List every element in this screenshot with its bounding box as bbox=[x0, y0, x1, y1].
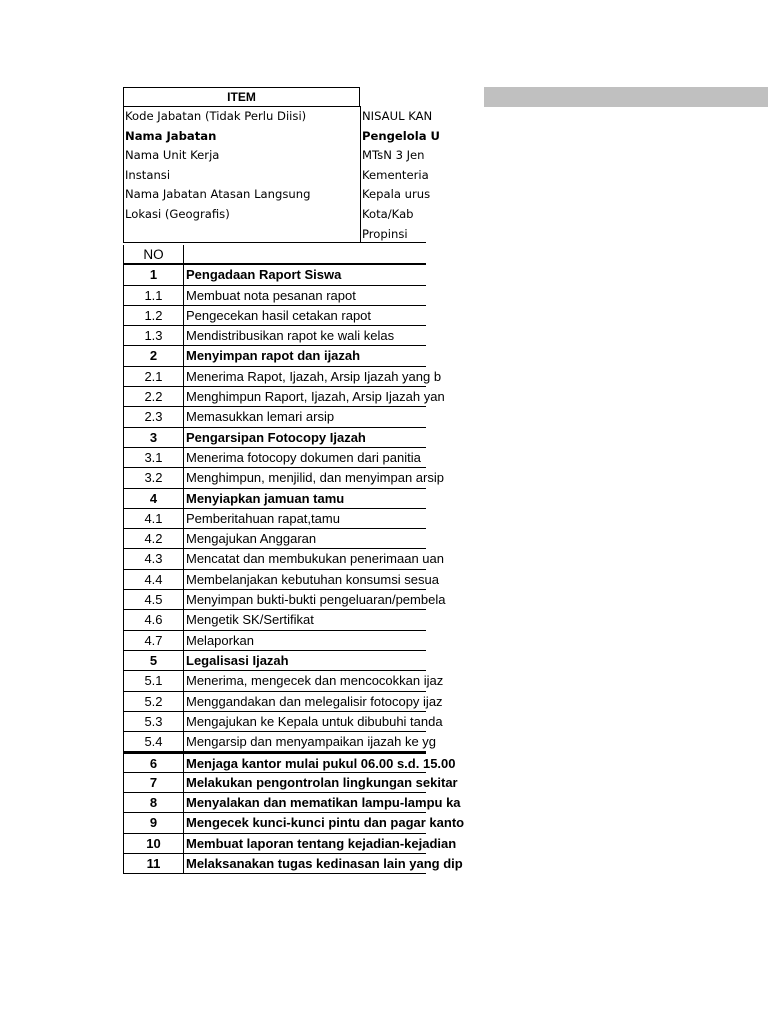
header-label: Kode Jabatan (Tidak Perlu Diisi) bbox=[125, 109, 307, 123]
no-column-header: NO bbox=[123, 245, 184, 263]
row-number: 1 bbox=[123, 265, 184, 284]
table-row bbox=[123, 712, 443, 732]
header-label: Nama Jabatan bbox=[125, 128, 217, 143]
row-task-text: Menyiapkan jamuan tamu bbox=[186, 490, 345, 506]
row-task-text: Membelanjakan kebutuhan konsumsi sesua bbox=[186, 571, 439, 587]
row-number: 8 bbox=[123, 793, 184, 812]
table-row bbox=[123, 265, 426, 285]
row-task-text: Menyimpan rapot dan ijazah bbox=[186, 348, 361, 364]
row-task-text: Menerima Rapot, Ijazah, Arsip Ijazah yang b bbox=[186, 368, 442, 384]
table-row bbox=[123, 387, 445, 407]
table-row bbox=[123, 286, 426, 306]
row-task-text: Mengetik SK/Sertifikat bbox=[186, 612, 314, 628]
row-task-text: Melaporkan bbox=[186, 632, 254, 648]
row-number: 2.3 bbox=[123, 407, 184, 426]
table-row bbox=[123, 428, 426, 448]
table-row bbox=[123, 671, 444, 691]
row-number: 1.1 bbox=[123, 286, 184, 305]
row-task-text: Menghimpun, menjilid, dan menyimpan arsip bbox=[186, 470, 444, 486]
header-value: Kementeria bbox=[362, 167, 429, 182]
header-info-table bbox=[123, 87, 768, 243]
header-value: Propinsi bbox=[362, 226, 408, 241]
header-label: Lokasi (Geografis) bbox=[125, 207, 230, 221]
row-number: 5.1 bbox=[123, 671, 184, 690]
row-number: 4.5 bbox=[123, 590, 184, 609]
header-value: Kota/Kab bbox=[362, 207, 414, 221]
row-number: 2.2 bbox=[123, 387, 184, 406]
row-number: 4.6 bbox=[123, 610, 184, 629]
table-row bbox=[123, 407, 426, 427]
table-row bbox=[123, 854, 463, 874]
row-task-text: Mendistribusikan rapot ke wali kelas bbox=[186, 328, 395, 344]
row-number: 4.3 bbox=[123, 549, 184, 568]
row-number: 11 bbox=[123, 854, 184, 873]
table-row bbox=[123, 732, 437, 752]
table-row bbox=[123, 773, 458, 793]
row-task-text: Pengarsipan Fotocopy Ijazah bbox=[186, 429, 366, 445]
table-row bbox=[123, 529, 426, 549]
row-number: 6 bbox=[123, 754, 184, 771]
row-task-text: Pengecekan hasil cetakan rapot bbox=[186, 307, 372, 323]
header-gray-bar bbox=[484, 87, 768, 107]
table-row bbox=[123, 631, 426, 651]
row-number: 10 bbox=[123, 834, 184, 853]
table-row bbox=[123, 590, 446, 610]
row-number: 7 bbox=[123, 773, 184, 792]
row-task-text: Menghimpun Raport, Ijazah, Arsip Ijazah yan bbox=[186, 389, 445, 405]
header-value: Kepala urus bbox=[362, 187, 431, 202]
row-number: 3.2 bbox=[123, 468, 184, 487]
header-value: NISAUL KAN bbox=[362, 109, 433, 123]
table-row bbox=[123, 834, 457, 854]
table-row bbox=[123, 752, 456, 772]
row-number: 4.4 bbox=[123, 570, 184, 589]
row-number: 5.3 bbox=[123, 712, 184, 731]
header-label-column bbox=[123, 106, 361, 243]
header-value-column bbox=[360, 106, 440, 243]
row-number: 3 bbox=[123, 428, 184, 447]
table-row bbox=[123, 468, 444, 488]
table-row bbox=[123, 448, 426, 468]
item-header-cell: ITEM bbox=[123, 87, 360, 107]
table-row bbox=[123, 549, 444, 569]
row-task-text: Mengecek kunci-kunci pintu dan pagar kanto bbox=[186, 815, 465, 831]
row-number: 5 bbox=[123, 651, 184, 670]
table-header-row bbox=[123, 245, 426, 265]
row-task-text: Legalisasi Ijazah bbox=[186, 652, 289, 668]
row-task-text: Menyimpan bukti-bukti pengeluaran/pembela bbox=[186, 592, 446, 608]
row-number: 9 bbox=[123, 813, 184, 832]
row-task-text: Menjaga kantor mulai pukul 06.00 s.d. 15.00 bbox=[186, 756, 456, 772]
row-task-text: Mencatat dan membukukan penerimaan uan bbox=[186, 551, 444, 567]
table-row bbox=[123, 793, 461, 813]
row-task-text: Melaksanakan tugas kedinasan lain yang dip bbox=[186, 855, 463, 871]
row-task-text: Membuat laporan tentang kejadian-kejadian bbox=[186, 835, 457, 851]
header-label: Nama Unit Kerja bbox=[125, 148, 220, 163]
row-number: 1.3 bbox=[123, 326, 184, 345]
header-label: Instansi bbox=[125, 167, 171, 182]
row-number: 4 bbox=[123, 489, 184, 508]
task-column-header bbox=[185, 245, 427, 263]
table-row bbox=[123, 509, 426, 529]
row-number: 4.7 bbox=[123, 631, 184, 650]
table-row bbox=[123, 489, 426, 509]
task-table bbox=[123, 245, 465, 874]
header-label: Nama Jabatan Atasan Langsung bbox=[125, 187, 311, 202]
row-number: 3.1 bbox=[123, 448, 184, 467]
row-number: 1.2 bbox=[123, 306, 184, 325]
row-task-text: Melakukan pengontrolan lingkungan sekitar bbox=[186, 774, 458, 790]
row-task-text: Menerima fotocopy dokumen dari panitia bbox=[186, 449, 421, 465]
row-task-text: Mengajukan Anggaran bbox=[186, 531, 317, 547]
table-row bbox=[123, 813, 465, 833]
table-row bbox=[123, 692, 443, 712]
row-task-text: Mengajukan ke Kepala untuk dibubuhi tanda bbox=[186, 713, 443, 729]
table-row bbox=[123, 306, 426, 326]
row-number: 2.1 bbox=[123, 367, 184, 386]
table-row bbox=[123, 610, 426, 630]
table-row bbox=[123, 570, 439, 590]
header-value: MTsN 3 Jen bbox=[362, 148, 425, 163]
row-task-text: Menyalakan dan mematikan lampu-lampu ka bbox=[186, 795, 461, 811]
header-value: Pengelola U bbox=[362, 128, 440, 143]
row-number: 4.2 bbox=[123, 529, 184, 548]
row-task-text: Pengadaan Raport Siswa bbox=[186, 267, 342, 283]
row-number: 5.4 bbox=[123, 732, 184, 751]
row-task-text: Menggandakan dan melegalisir fotocopy ijaz bbox=[186, 693, 443, 709]
table-row bbox=[123, 651, 426, 671]
row-number: 2 bbox=[123, 346, 184, 365]
row-task-text: Mengarsip dan menyampaikan ijazah ke yg bbox=[186, 734, 437, 750]
table-row bbox=[123, 326, 426, 346]
row-task-text: Menerima, mengecek dan mencocokkan ijaz bbox=[186, 673, 444, 689]
row-task-text: Pemberitahuan rapat,tamu bbox=[186, 510, 340, 526]
row-number: 5.2 bbox=[123, 692, 184, 711]
row-task-text: Membuat nota pesanan rapot bbox=[186, 287, 356, 303]
table-row bbox=[123, 346, 426, 366]
table-row bbox=[123, 367, 442, 387]
row-task-text: Memasukkan lemari arsip bbox=[186, 409, 335, 425]
row-number: 4.1 bbox=[123, 509, 184, 528]
